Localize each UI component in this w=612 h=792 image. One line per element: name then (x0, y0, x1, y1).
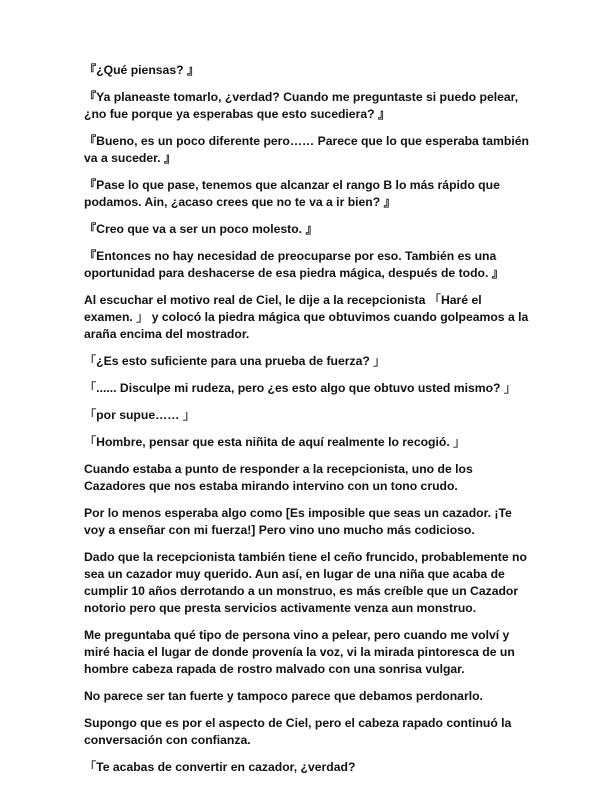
text-line: conversación con confianza. (84, 733, 251, 747)
paragraph (84, 759, 530, 776)
text-line: Cazadores que nos estaba mirando intervino con un tono crudo. (84, 479, 458, 493)
paragraph (84, 407, 530, 424)
text-line: Supongo que es por el aspecto de Ciel, pero el cabeza rapado continuó la (84, 716, 512, 730)
text-line: Al escuchar el motivo real de Ciel, le dije a la recepcionista 「Haré el (84, 293, 482, 307)
text-line: 「Hombre, pensar que esta niñita de aquí realmente lo recogió. 」 (84, 435, 466, 449)
text-line: hombre cabeza rapada de rostro malvado con una sonrisa vulgar. (84, 662, 465, 676)
paragraph (84, 549, 530, 617)
paragraph (84, 461, 530, 495)
text-line: 「por supue…… 」 (84, 408, 196, 422)
paragraph (84, 133, 530, 167)
text-line: 「Te acabas de convertir en cazador, ¿verdad? (84, 760, 356, 774)
text-line: 「...... Disculpe mi rudeza, pero ¿es esto algo que obtuvo usted mismo? 」 (84, 381, 517, 395)
text-line: 『Bueno, es un poco diferente pero…… Parece que lo que esperaba también (84, 134, 529, 148)
text-line: notorio pero que presta servicios activamente venza aun monstruo. (84, 601, 477, 615)
text-line: va a suceder. 』 (84, 151, 177, 165)
paragraph (84, 292, 530, 343)
paragraph (84, 505, 530, 539)
text-line: 『Ya planeaste tomarlo, ¿verdad? Cuando me preguntaste si puedo pelear, (84, 90, 519, 104)
paragraph (84, 353, 530, 370)
paragraph (84, 715, 530, 749)
text-line: araña encima del mostrador. (84, 327, 250, 341)
text-line: ¿no fue porque ya esperabas que esto sucediera? 』 (84, 107, 391, 121)
text-line: sea un cazador muy querido. Aun así, en lugar de una niña que acaba de (84, 567, 505, 581)
text-line: cumplir 10 años derrotando a un monstruo, es más creíble que un Cazador (84, 584, 519, 598)
text-line: Cuando estaba a punto de responder a la recepcionista, uno de los (84, 462, 473, 476)
paragraph (84, 177, 530, 211)
text-line: Dado que la recepcionista también tiene el ceño fruncido, probablemente no (84, 550, 527, 564)
text-line: 『Entonces no hay necesidad de preocuparse por eso. También es una (84, 249, 497, 263)
paragraph (84, 221, 530, 238)
paragraph (84, 688, 530, 705)
text-line: oportunidad para deshacerse de esa piedra mágica, después de todo. 』 (84, 266, 504, 280)
text-line: examen. 」 y colocó la piedra mágica que obtuvimos cuando golpeamos a la (84, 310, 529, 324)
paragraph (84, 627, 530, 678)
text-line: 『Pase lo que pase, tenemos que alcanzar el rango B lo más rápido que (84, 178, 500, 192)
paragraph (84, 89, 530, 123)
paragraph (84, 434, 530, 451)
text-line: Por lo menos esperaba algo como [Es imposible que seas un cazador. ¡Te (84, 506, 512, 520)
text-line: miré hacia el lugar de donde provenía la voz, vi la mirada pintoresca de un (84, 645, 515, 659)
text-line: No parece ser tan fuerte y tampoco parece que debamos perdonarlo. (84, 689, 483, 703)
text-line: podamos. Ain, ¿acaso crees que no te va a ir bien? 』 (84, 195, 396, 209)
text-line: 「¿Es esto suficiente para una prueba de fuerza? 」 (84, 354, 386, 368)
text-line: 『Creo que va a ser un poco molesto. 』 (84, 222, 318, 236)
text-line: voy a enseñar con mi fuerza!] Pero vino uno mucho más codicioso. (84, 523, 475, 537)
paragraph (84, 62, 530, 79)
paragraph (84, 248, 530, 282)
text-line: Me preguntaba qué tipo de persona vino a pelear, pero cuando me volví y (84, 628, 510, 642)
paragraph (84, 380, 530, 397)
document-body (84, 62, 530, 786)
text-line: 『¿Qué piensas? 』 (84, 63, 200, 77)
